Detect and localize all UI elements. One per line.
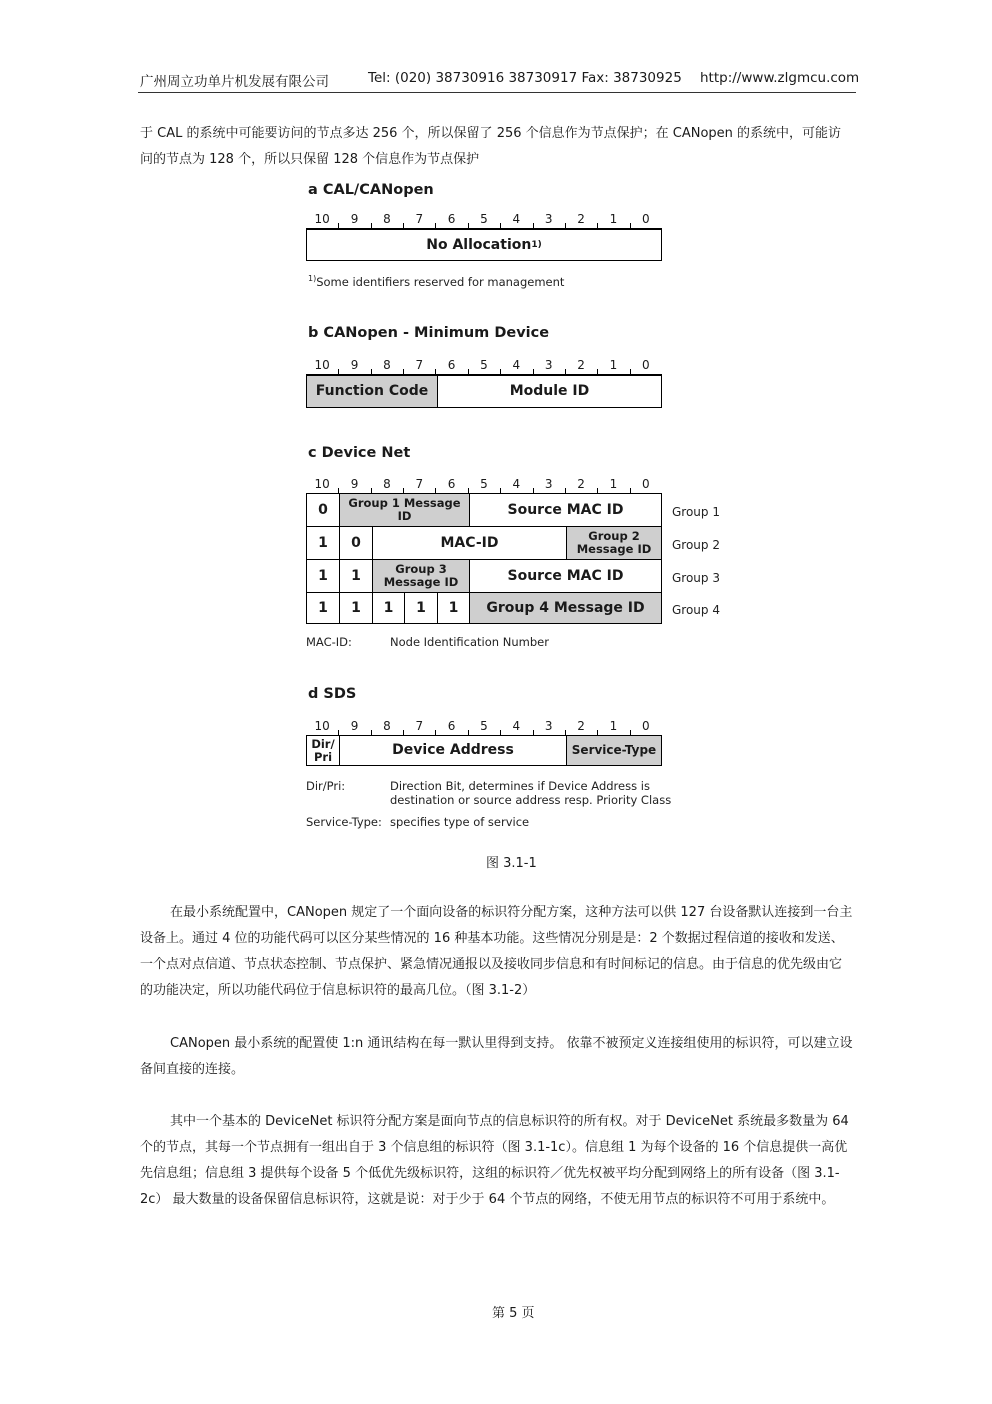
- bit-number: 5: [480, 719, 488, 733]
- group1-label: Group 1: [672, 505, 720, 519]
- service-type-field: Service-Type: [566, 736, 661, 765]
- group4-label: Group 4: [672, 603, 720, 617]
- bit-number: 3: [544, 719, 553, 733]
- paragraph-1: 在最小系统配置中，CANopen 规定了一个面向设备的标识符分配方案，这种方法可以供 127 台设备默认连接到一台主设备上。通过 4 位的功能代码可以区分某些情况的 16 种基本功能。这些情况分别是是：2 个数据过程信道的接收和发送、一个点对点信道、节点状态控制、节点保护、紧急情况通报以及接收同步信息和有时间标记的信息。由于信息的优先级由它的功能决定，所以功能代码位于信息标识符的最高几位。（图 3.1-2）: [140, 905, 853, 998]
- bit-number: 0: [641, 477, 650, 491]
- diagram-d-title: d SDS: [308, 686, 357, 702]
- row3-bit10: 1: [307, 559, 339, 592]
- device-address-field: Device Address: [339, 736, 566, 765]
- diagram-b-bits: [306, 358, 662, 376]
- dir-pri-term: Dir/Pri:: [306, 779, 346, 793]
- bit-number: 6: [447, 719, 456, 733]
- diagram-b-title: b CANopen - Minimum Device: [308, 325, 550, 341]
- header-contact: Tel: (020) 38730916 38730917 Fax: 38730925: [368, 70, 682, 86]
- header-company: 广州周立功单片机发展有限公司: [140, 74, 329, 90]
- group2-message-id-field: Group 2 Message ID: [566, 526, 661, 559]
- row4-bit6: 1: [437, 592, 469, 623]
- bit-number: 9: [350, 477, 359, 491]
- bit-number: 8: [383, 358, 391, 372]
- row4-bit8: 1: [372, 592, 404, 623]
- paragraph-2: CANopen 最小系统的配置使 1:n 通讯结构在每一默认里得到支持。 依靠不被预定义连接组使用的标识符，可以建立设备间直接的连接。: [140, 1036, 853, 1077]
- row2-bit9: 0: [339, 526, 372, 559]
- diagram-d-frame: [306, 735, 662, 766]
- bit-number: 7: [415, 719, 424, 733]
- footnote-mark: 1): [308, 274, 317, 283]
- bit-number: 10: [314, 477, 330, 491]
- bit-number: 8: [383, 719, 391, 733]
- group3-label: Group 3: [672, 571, 720, 585]
- row1-source-mac-id: Source MAC ID: [469, 494, 661, 526]
- diagram-c-title: c Device Net: [308, 445, 411, 461]
- bit-number: 5: [480, 358, 488, 372]
- bit-number: 3: [544, 212, 553, 226]
- no-allocation-field: [307, 230, 661, 260]
- bit-number: 2: [577, 719, 585, 733]
- function-code-field: Function Code: [307, 376, 437, 407]
- service-type-definition: specifies type of service: [390, 815, 530, 829]
- bit-number: 7: [415, 212, 424, 226]
- row2-mac-id: MAC-ID: [372, 526, 566, 559]
- bit-number: 9: [350, 719, 359, 733]
- row3-bit9: 1: [339, 559, 372, 592]
- bit-number: 6: [447, 358, 456, 372]
- row1-bit10: 0: [318, 501, 328, 518]
- no-allocation-label: No Allocation: [426, 236, 532, 253]
- bit-number: 4: [512, 358, 521, 372]
- group1-message-id-field: Group 1 Message ID: [339, 494, 469, 526]
- bit-number: 1: [609, 358, 618, 372]
- bit-number: 3: [544, 477, 553, 491]
- bit-number: 9: [350, 358, 359, 372]
- row4-bit10: 1: [307, 592, 339, 623]
- page-number: 第 5 页: [492, 1306, 535, 1321]
- bit-number: 0: [641, 212, 650, 226]
- diagram-c-frame: [306, 493, 662, 624]
- row4-bit9: 1: [339, 592, 372, 623]
- bit-number: 6: [447, 477, 456, 491]
- service-type-term: Service-Type:: [306, 815, 382, 829]
- diagram-a-bits: [306, 212, 662, 230]
- bit-number: 7: [415, 358, 424, 372]
- diagram-a-title: a CAL/CANopen: [308, 182, 434, 198]
- bit-number: 8: [383, 212, 391, 226]
- group2-label: Group 2: [672, 538, 720, 552]
- footnote-text: Some identifiers reserved for management: [316, 274, 565, 289]
- diagram-a-footnote: [308, 274, 564, 289]
- row3-source-mac-id: Source MAC ID: [469, 559, 661, 592]
- bit-number: 5: [480, 477, 488, 491]
- row4-bit7: 1: [404, 592, 437, 623]
- bit-number: 7: [415, 477, 424, 491]
- bit-number: 10: [314, 358, 330, 372]
- bit-number: 2: [577, 477, 585, 491]
- diagram-b-frame: [306, 375, 662, 408]
- bit-number: 6: [447, 212, 456, 226]
- dir-pri-field: Dir/ Pri: [311, 736, 335, 764]
- bit-number: 1: [609, 719, 618, 733]
- figure-caption: 图 3.1-1: [486, 856, 537, 871]
- row2-bit10: 1: [307, 526, 339, 559]
- bit-number: 4: [512, 212, 521, 226]
- mac-id-definition: Node Identification Number: [390, 635, 549, 649]
- diagram-a-frame: [306, 229, 662, 261]
- bit-number: 0: [641, 358, 650, 372]
- paragraph-3: 其中一个基本的 DeviceNet 标识符分配方案是面向节点的信息标识符的所有权。对于 DeviceNet 系统最多数量为 64 个的节点，其每一个节点拥有一组出自于 3 个信息组的标识符（图 3.1-1c）。信息组 1 为每个设备的 16 个信息提供一高优先信息组；信息组 3 提供每个设备 5 个低优先级标识符，这组的标识符／优先权被平均分配到网络上的所有设备（图 3.1-2c） 最大数量的设备保留信息标识符，这就是说：对于少于 64 个节点的网络，不使无用节点的标识符不可用于系统中。: [140, 1114, 849, 1207]
- group4-message-id-field: Group 4 Message ID: [469, 592, 661, 623]
- no-allocation-sup: 1): [531, 239, 542, 250]
- module-id-field: Module ID: [437, 376, 661, 407]
- bit-number: 2: [577, 358, 585, 372]
- header-url[interactable]: http://www.zlgmcu.com: [700, 70, 860, 86]
- bit-number: 3: [544, 358, 553, 372]
- bit-number: 8: [383, 477, 391, 491]
- header-rule: [138, 92, 856, 93]
- dir-pri-definition: Direction Bit, determines if Device Address is destination or source address resp. Priority Class: [390, 779, 672, 807]
- group3-message-id-field: Group 3 Message ID: [372, 559, 469, 592]
- bit-number: 4: [512, 477, 521, 491]
- bit-number: 10: [314, 719, 330, 733]
- bit-number: 4: [512, 719, 521, 733]
- bit-number: 10: [314, 212, 330, 226]
- bit-number: 1: [609, 212, 618, 226]
- bit-number: 1: [609, 477, 618, 491]
- bit-number: 2: [577, 212, 585, 226]
- bit-number: 0: [641, 719, 650, 733]
- mac-id-term: MAC-ID:: [306, 635, 352, 649]
- intro-paragraph: 于 CAL 的系统中可能要访问的节点多达 256 个，所以保留了 256 个信息作为节点保护；在 CANopen 的系统中，可能访问的节点为 128 个，所以只保留 128 个信息作为节点保护: [140, 126, 842, 167]
- bit-number: 9: [350, 212, 359, 226]
- bit-number: 5: [480, 212, 488, 226]
